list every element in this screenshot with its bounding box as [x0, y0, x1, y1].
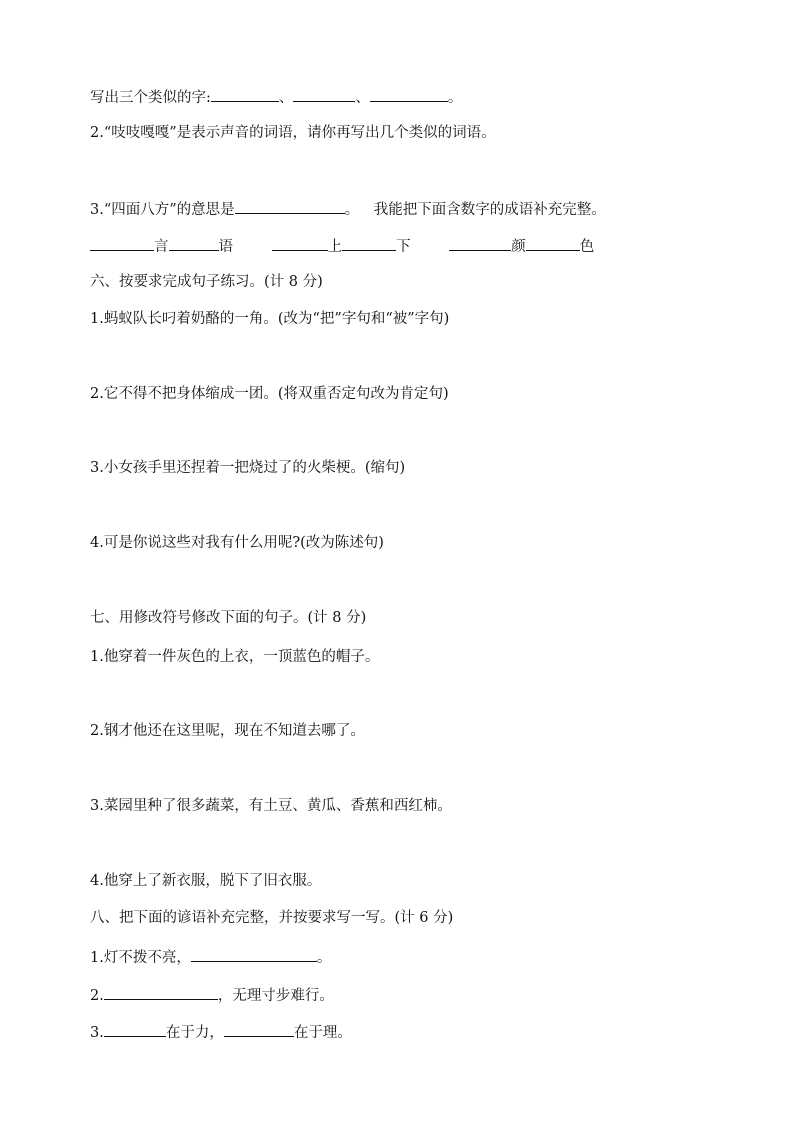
question-3-instruction: 我能把下面含数字的成语补充完整。	[373, 202, 606, 218]
answer-blank[interactable]	[104, 984, 218, 1000]
similar-chars-line	[90, 86, 462, 108]
s6-item: 1.蚂蚁队长叼着奶酪的一角。(改为“把”字句和“被”字句)	[90, 311, 450, 327]
s6-item: 2.它不得不把身体缩成一团。(将双重否定句改为肯定句)	[90, 386, 449, 402]
proverb-text: ，无理寸步难行。	[217, 988, 334, 1004]
section-7-heading: 七、用修改符号修改下面的句子。(计 8 分)	[90, 610, 367, 626]
idiom-char: 颜	[511, 239, 526, 255]
proverb-text: 在于理。	[293, 1025, 352, 1041]
answer-blank[interactable]	[169, 235, 219, 251]
idiom-char: 语	[218, 239, 233, 255]
answer-blank[interactable]	[449, 235, 511, 251]
answer-blank[interactable]	[342, 235, 396, 251]
s7-item: 2.钢才他还在这里呢，现在不知道去哪了。	[90, 723, 365, 739]
question-3	[90, 198, 606, 220]
section-6-heading: 六、按要求完成句子练习。(计 8 分)	[90, 274, 323, 290]
proverb-text: 在于力，	[165, 1025, 224, 1041]
proverb-1	[90, 946, 331, 968]
answer-blank[interactable]	[211, 86, 279, 102]
answer-blank[interactable]	[104, 1021, 166, 1037]
idiom-char: 言	[154, 239, 169, 255]
separator: 、	[355, 90, 370, 106]
section-8-heading: 八、把下面的谚语补充完整，并按要求写一写。(计 6 分)	[90, 910, 454, 926]
s6-item: 4.可是你说这些对我有什么用呢?(改为陈述句)	[90, 535, 384, 551]
idiom-char: 下	[396, 239, 411, 255]
s7-item: 3.菜园里种了很多蔬菜，有土豆、黄瓜、香蕉和西红柿。	[90, 798, 452, 814]
answer-blank[interactable]	[224, 1021, 294, 1037]
proverb-text: 1.灯不拨不亮，	[90, 950, 191, 966]
answer-blank[interactable]	[370, 86, 448, 102]
similar-chars-prompt: 写出三个类似的字:	[90, 90, 211, 106]
idiom-char: 上	[327, 239, 343, 255]
answer-blank[interactable]	[90, 235, 154, 251]
question-2: 2.“吱吱嘎嘎”是表示声音的词语，请你再写出几个类似的词语。	[90, 125, 496, 141]
answer-blank[interactable]	[191, 946, 317, 962]
period: 。	[316, 950, 332, 966]
period: 。	[447, 90, 463, 106]
idiom-row	[90, 235, 594, 257]
separator: 、	[278, 90, 294, 106]
proverb-3	[90, 1021, 352, 1043]
proverb-number: 2.	[90, 988, 104, 1004]
answer-blank[interactable]	[526, 235, 580, 251]
idiom-char: 色	[579, 239, 595, 255]
s6-item: 3.小女孩手里还捏着一把烧过了的火柴梗。(缩句)	[90, 460, 406, 476]
proverb-number: 3.	[90, 1025, 104, 1041]
answer-blank[interactable]	[272, 235, 328, 251]
question-3-text: 3.“四面八方”的意思是	[90, 202, 235, 218]
proverb-2	[90, 984, 334, 1006]
s7-item: 4.他穿上了新衣服，脱下了旧衣服。	[90, 873, 322, 889]
answer-blank[interactable]	[235, 198, 345, 214]
s7-item: 1.他穿着一件灰色的上衣，一顶蓝色的帽子。	[90, 649, 380, 665]
period: 。	[344, 202, 360, 218]
answer-blank[interactable]	[293, 86, 355, 102]
